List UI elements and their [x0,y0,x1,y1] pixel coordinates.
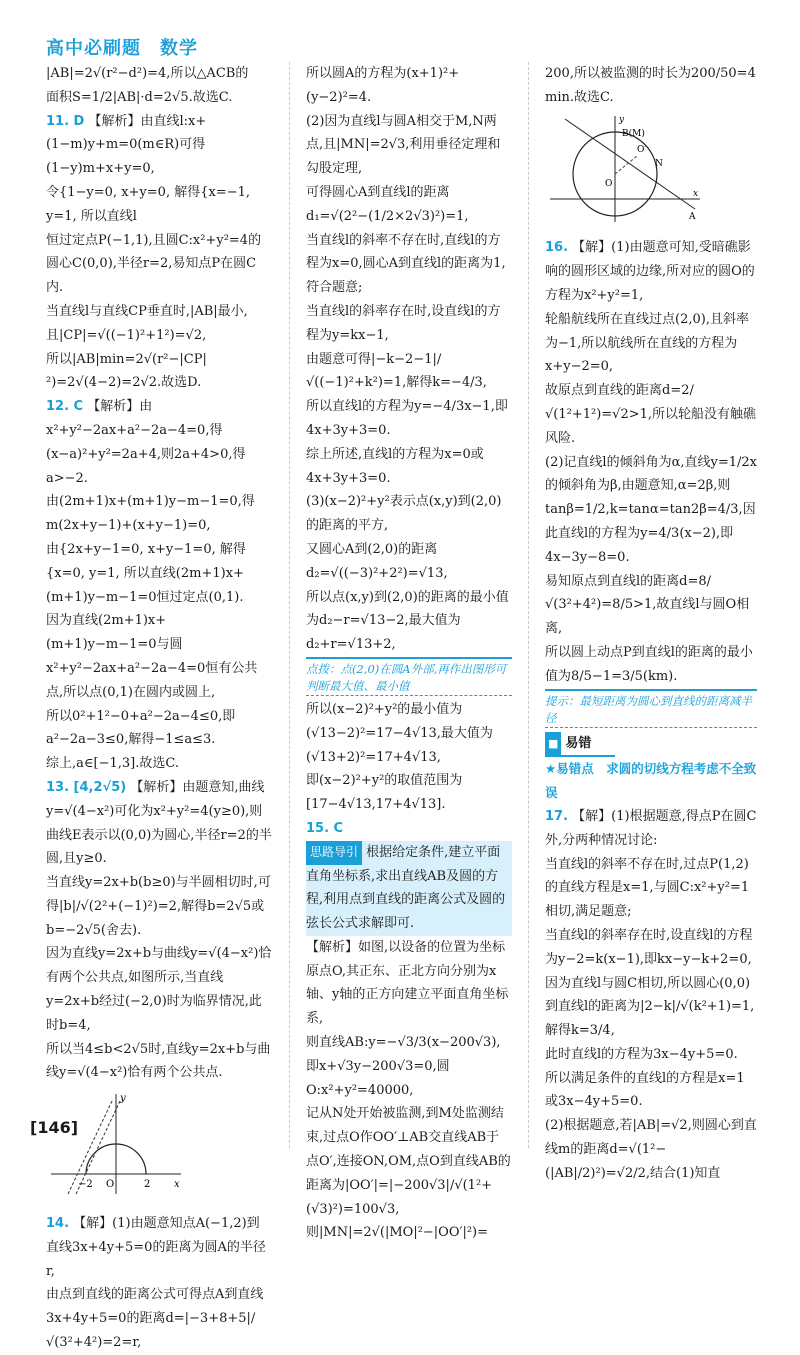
text-line: 由{2x+y−1=0, x+y−1=0, 解得{x=0, y=1, 所以直线(2m+1)x+(m+1)y−m−1=0恒过定点(0,1). [46,541,246,605]
text-line: 当直线l的斜率存在时,设直线l的方程为y−2=k(x−1),即kx−y−k+2=0,因为直线l与圆C相切,所以圆心(0,0)到直线l的距离为|2−k|/√(k²+1)=1,解得k=3/4, [545,927,755,1039]
text-line: 【解析】如图,以设备的位置为坐标原点O,其正东、正北方向分别为x轴、y轴的正方向建立平面直角坐标系, [306,939,509,1027]
error-point: ★易错点 求圆的切线方程考虑不全致误 [545,761,757,801]
text-line: 当直线l的斜率不存在时,过点P(1,2)的直线方程是x=1,与圆C:x²+y²=1相切,满足题意; [545,856,750,920]
solution-text: 【解析】由题意知,曲线y=√(4−x²)可化为x²+y²=4(y≥0),则曲线E表示以(0,0)为圆心,半径r=2的半圆,且y≥0. [46,779,272,867]
tip-note: 提示：最短距离为圆心到直线的距离减半径 [545,693,757,728]
text-line: (2)因为直线l与圆A相交于M,N两点,且|MN|=2√3,利用垂径定理和勾股定理, [306,113,501,177]
axis-label: x [174,1179,180,1191]
highlighted-text: 所以点(x,y)到(2,0)的距离的最小值为d₂−r=√13−2,最大值为d₂+r=√13+2, [306,586,512,659]
text-line: 记从N处开始被监测,到M处监测结束,过点O作OO′⊥AB交直线AB于点O′,连接ON,OM,点O到直线AB的距离为|OO′|=|−200√3|/√(1²+(√3)²)=100√3, [306,1106,511,1217]
text-line: 当直线l的斜率存在时,设直线l的方程为y=kx−1, [306,303,501,343]
text-line: 所以圆A的方程为(x+1)²+(y−2)²=4. [306,66,460,105]
approach-tag: 思路导引 [306,841,362,865]
axis-label: x [693,188,699,199]
column-divider [528,62,529,1148]
tick-label: −2 [78,1179,93,1191]
problem-17 [545,805,757,853]
tip-note: 点拨：点(2,0)在圆A外部,再作出图形可判断最大值、最小值 [306,661,512,696]
problem-12 [46,395,272,490]
problem-14 [46,1212,272,1283]
text-line: 所以|AB|min=2√(r²−|CP|²)=2√(4−2)=2√2.故选D. [46,351,207,391]
text-line: 则直线AB:y=−√3/3(x−200√3),即x+√3y−200√3=0,圆O:x²+y²=40000, [306,1035,501,1098]
problem-11 [46,110,272,181]
section-title: 易错 [565,735,592,751]
point-label: A [689,211,696,222]
text-line: 由点到直线的距离公式可得点A到直线3x+4y+5=0的距离d=|−3+8+5|/√(3²+4²)=2=r, [46,1287,264,1351]
column-3 [545,62,757,1186]
text-line: 由(2m+1)x+(m+1)y−m−1=0,得m(2x+y−1)+(x+y−1)=0, [46,494,255,534]
text-line: 所以满足条件的直线l的方程是x=1或3x−4y+5=0. [545,1070,745,1110]
text-line: 所以当4≤b<2√5时,直线y=2x+b与曲线y=√(4−x²)恰有两个公共点. [46,1041,271,1081]
problem-16 [545,236,757,307]
text-line: (2)根据题意,若|AB|=√2,则圆心到直线m的距离d=√(1²−(|AB|/2)²)=√2/2,结合(1)知直 [545,1118,757,1181]
problem-number: 17. [545,808,569,824]
problem-15 [306,817,512,841]
column-divider [289,62,290,1148]
origin-label: O [605,178,613,189]
solution-text: 【解】(1)根据题意,得点P在圆C外,分两种情况讨论: [545,808,757,848]
text-line: (2)记直线l的倾斜角为α,直线y=1/2x的倾斜角为β,由题意知,α=2β,则tanβ=1/2,k=tanα=tan2β=4/3,因此直线l的方程为y=4/3(x−2),即4x−3y−8=0. [545,454,757,565]
problem-number: 12. C [46,399,84,415]
page-header-title: 高中必刷题 数学 [46,38,198,59]
problem-number: 16. [545,240,569,256]
approach-box [306,841,512,936]
solution-text: 【解析】由直线l:x+(1−m)y+m=0(m∈R)可得(1−y)m+x+y=0, [46,113,207,177]
text-line: (3)(x−2)²+y²表示点(x,y)到(2,0)的距离的平方, [306,494,502,534]
text-line: 故原点到直线的距离d=2/√(1²+1²)=√2>1,所以轮船没有触礁风险. [545,383,757,446]
axis-label: y [619,114,625,125]
text-line: 则|MN|=2√(|MO|²−|OO′|²)= [306,1225,489,1241]
tick-label: 2 [144,1179,151,1191]
monitor-circle-figure [545,114,705,224]
text-line: 当直线l的斜率不存在时,直线l的方程为x=0,圆心A到直线l的距离为1,符合题意; [306,232,506,296]
point-label: O′ [637,144,647,155]
semicircle-figure [46,1089,186,1199]
column-1 [46,62,272,1355]
text-line: 可得圆心A到直线l的距离d₁=√(2²−(1/2×2√3)²)=1, [306,184,469,224]
text-line: 面积S=1/2|AB|·d=2√5.故选C. [46,89,233,105]
text-line: 所以直线l的方程为y=−4/3x−1,即4x+3y+3=0. [306,399,508,438]
text-line: 由题意可得|−k−2−1|/√((−1)²+k²)=1,解得k=−4/3, [306,351,487,391]
text-line: 即(x−2)²+y²的取值范围为[17−4√13,17+4√13]. [306,773,463,813]
problem-13 [46,776,272,871]
page-number: [146] [30,1118,79,1137]
text-line: 当直线y=2x+b(b≥0)与半圆相切时,可得|b|/√(2²+(−1)²)=2,解得b=2√5或b=−2√5(舍去). [46,875,271,938]
problem-number: 13. [4,2√5) [46,779,127,795]
text-line: 当直线l与直线CP垂直时,|AB|最小,且|CP|=√((−1)²+1²)=√2, [46,303,248,343]
problem-number: 11. D [46,113,85,129]
column-2 [306,62,512,1245]
problem-number: 15. C [306,820,344,836]
text-line: 所以(x−2)²+y²的最小值为(√13−2)²=17−4√13,最大值为(√13+2)²=17+4√13, [306,701,493,765]
section-heading-errors [545,732,615,758]
text-line: 综上所述,直线l的方程为x=0或4x+3y+3=0. [306,446,484,486]
text-line: 200,所以被监测的时长为200/50=4 min.故选C. [545,66,756,105]
solution-text: 【解析】由x²+y²−2ax+a²−2a−4=0,得(x−a)²+y²=2a+4,则2a+4>0,得a>−2. [46,399,246,486]
problem-number: 14. [46,1216,70,1232]
figure-15-circle [545,114,757,233]
point-label: N [655,158,663,169]
point-label: B(M) [622,128,645,139]
axis-label: y [120,1093,126,1105]
section-badge: ■ [545,732,561,756]
text-line: 恒过定点P(−1,1),且圆C:x²+y²=4的圆心C(0,0),半径r=2,易知点P在圆C内. [46,232,262,296]
solution-text: 【解】(1)由题意知点A(−1,2)到直线3x+4y+5=0的距离为圆A的半径r, [46,1216,266,1279]
text-line: 此时直线l的方程为3x−4y+5=0. [545,1046,738,1062]
text-line: 综上,a∈[−1,3].故选C. [46,756,179,772]
solution-text: 【解】(1)由题意可知,受暗礁影响的圆形区域的边缘,所对应的圆O的方程为x²+y²=1, [545,240,755,303]
perpendicular-oo [615,156,637,174]
text-line: |AB|=2√(r²−d²)=4,所以△ACB的 [46,66,249,81]
approach-text: 根据给定条件,建立平面直角坐标系,求出直线AB及圆的方程,利用点到直线的距离公式及圆的弦长公式求解即可. [306,844,506,932]
figure-13-semicircle [46,1089,272,1208]
text-line: 又圆心A到(2,0)的距离d₂=√((−3)²+2²)=√13, [306,541,448,581]
text-line: 易知原点到直线l的距离d=8/√(3²+4²)=8/5>1,故直线l与圆O相离, [545,573,750,637]
highlighted-text: 所以圆上动点P到直线l的距离的最小值为8/5−1=3/5(km). [545,641,757,691]
text-line: 轮船航线所在直线过点(2,0),且斜率为−1,所以航线所在直线的方程为x+y−2=0, [545,311,749,375]
text-line: 因为直线(2m+1)x+(m+1)y−m−1=0与圆x²+y²−2ax+a²−2a−4=0恒有公共点,所以点(0,1)在圆内或圆上, [46,613,258,700]
origin-label: O [106,1179,115,1191]
text-line: 令{1−y=0, x+y=0, 解得{x=−1, y=1, 所以直线l [46,184,250,224]
text-line: 因为直线y=2x+b与曲线y=√(4−x²)恰有两个公共点,如图所示,当直线y=2x+b经过(−2,0)时为临界情况,此时b=4, [46,946,272,1033]
text-line: 所以0²+1²−0+a²−2a−4≤0,即a²−2a−3≤0,解得−1≤a≤3. [46,708,236,748]
